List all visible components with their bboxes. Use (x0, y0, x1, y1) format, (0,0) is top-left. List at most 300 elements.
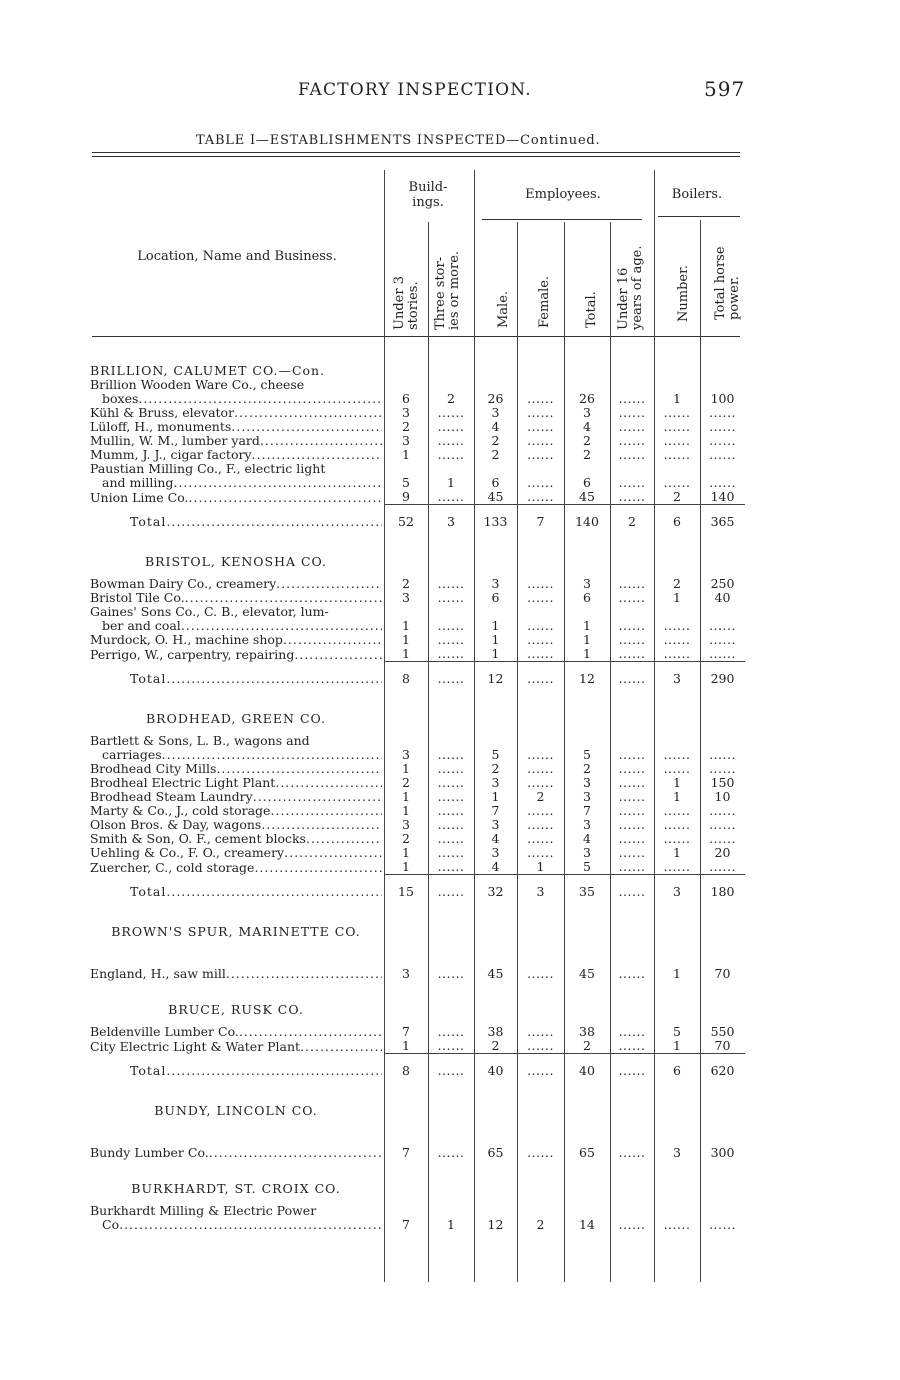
cell-three-more: ...... (437, 591, 465, 605)
cell-under16: ...... (618, 776, 646, 790)
total-horsepower: 365 (700, 505, 745, 534)
cell-male: 4 (491, 420, 500, 434)
table-row (90, 947, 745, 981)
table-row (90, 392, 745, 406)
cell-total: 5 (583, 748, 591, 762)
cell-three-more: ...... (437, 633, 465, 647)
cell-total: 26 (579, 392, 595, 406)
cell-under16: ...... (618, 591, 646, 605)
cell-boiler-number: 2 (673, 490, 681, 504)
cell-total: 1 (583, 619, 591, 633)
cell-male: 38 (487, 1025, 504, 1039)
cell-boiler-number: 1 (673, 392, 681, 406)
cell-total: 3 (583, 577, 591, 591)
table-row (90, 1204, 745, 1218)
establishment-name: England, H., saw mill ..... (90, 947, 384, 981)
total-label: Total ..... (90, 1054, 384, 1083)
cell-total: 1 (583, 647, 591, 661)
cell-total: 6 (583, 476, 591, 490)
total-horsepower: 290 (700, 662, 745, 691)
cell-boiler-number: 3 (673, 1145, 681, 1160)
header-number: Number. (676, 264, 691, 322)
cell-three-more: ...... (437, 804, 465, 818)
cell-horsepower: 550 (710, 1025, 735, 1039)
cell-under16: ...... (618, 846, 646, 860)
cell-boiler-number: ...... (663, 832, 691, 846)
cell-male: 1 (491, 633, 500, 647)
table-row (90, 860, 745, 875)
section-heading-row (90, 981, 745, 1025)
cell-under3: 3 (402, 434, 410, 448)
establishment-name: Zuercher, C., cold storage ..... (90, 860, 384, 875)
cell-female: ...... (527, 832, 554, 846)
cell-under3: 6 (402, 392, 410, 406)
header-boilers: Boilers. (671, 187, 723, 202)
cell-male: 45 (487, 490, 504, 504)
cell-horsepower: 70 (714, 966, 731, 981)
cell-male: 2 (491, 762, 500, 776)
cell-total: 14 (579, 1218, 595, 1232)
cell-under16: ...... (618, 832, 646, 846)
section-heading-row (90, 360, 745, 378)
cell-horsepower: ...... (709, 448, 736, 462)
total-total: 140 (564, 505, 610, 534)
cell-horsepower: ...... (709, 406, 736, 420)
table-row (90, 647, 745, 662)
table-title: TABLE I—ESTABLISHMENTS INSPECTED—Continued. (196, 133, 601, 148)
total-male: 40 (474, 1054, 517, 1083)
section-heading-row (90, 1082, 745, 1126)
cell-three-more: ...... (437, 790, 465, 804)
cell-boiler-number: ...... (663, 804, 691, 818)
header-total: Total. (584, 291, 599, 328)
cell-female: ...... (527, 476, 554, 490)
cell-under3: 2 (402, 832, 410, 846)
table-row (90, 818, 745, 832)
establishment-name: Bartlett & Sons, L. B., wagons and (90, 734, 310, 748)
cell-under16: ...... (618, 790, 646, 804)
cell-under3: 2 (402, 776, 410, 790)
cell-boiler-number: ...... (663, 619, 691, 633)
total-under16: 2 (610, 505, 654, 534)
cell-under16: ...... (618, 490, 646, 504)
cell-boiler-number: 1 (673, 591, 681, 605)
cell-three-more: 1 (447, 1218, 455, 1232)
cell-under3: 3 (402, 818, 410, 832)
establishment-name: Gaines' Sons Co., C. B., elevator, lum- (90, 605, 329, 619)
section-heading: BRUCE, RUSK CO. (168, 1002, 304, 1017)
total-label: Total ..... (90, 505, 384, 534)
total-under3: 15 (384, 875, 428, 904)
total-under16: ...... (610, 1054, 654, 1083)
cell-boiler-number: ...... (663, 406, 691, 420)
cell-male: 3 (491, 776, 500, 790)
cell-under3: 1 (402, 860, 410, 874)
header-buildings: Build- ings. (408, 180, 448, 210)
cell-under16: ...... (618, 860, 646, 874)
cell-female: 1 (536, 860, 545, 874)
cell-under16: ...... (618, 762, 646, 776)
cell-three-more: ...... (437, 490, 465, 504)
establishment-name: Mullin, W. M., lumber yard ..... (90, 434, 384, 448)
cell-under3: 9 (402, 490, 410, 504)
cell-under16: ...... (618, 434, 646, 448)
cell-under16: ...... (618, 1039, 646, 1053)
cell-under16: ...... (618, 476, 646, 490)
establishment-name: Brillion Wooden Ware Co., cheese (90, 378, 305, 392)
cell-under16: ...... (618, 448, 646, 462)
cell-horsepower: ...... (709, 619, 736, 633)
establishments-table (90, 360, 745, 1232)
section-heading: BRODHEAD, GREEN CO. (145, 711, 327, 726)
cell-three-more: ...... (437, 434, 465, 448)
cell-male: 2 (491, 448, 500, 462)
table-row (90, 591, 745, 605)
cell-male: 6 (491, 591, 500, 605)
total-total: 35 (564, 875, 610, 904)
cell-female: ...... (527, 392, 554, 406)
total-male: 32 (474, 875, 517, 904)
table-row (90, 434, 745, 448)
cell-total: 7 (583, 804, 591, 818)
establishment-name: Burkhardt Milling & Electric Power (90, 1204, 317, 1218)
cell-total: 45 (579, 966, 595, 981)
cell-female: ...... (527, 776, 554, 790)
cell-male: 1 (491, 619, 500, 633)
cell-boiler-number: 1 (673, 966, 681, 981)
cell-total: 4 (583, 420, 591, 434)
cell-horsepower: ...... (709, 832, 736, 846)
cell-horsepower: ...... (709, 818, 736, 832)
total-female: ...... (517, 1054, 564, 1083)
section-heading: BRILLION, CALUMET CO.—Con. (90, 363, 326, 378)
total-three-more: ...... (428, 662, 474, 691)
cell-three-more: ...... (437, 776, 465, 790)
cell-under3: 1 (402, 448, 410, 462)
header-under16: Under 16 years of age. (616, 245, 645, 330)
cell-horsepower: ...... (709, 476, 736, 490)
total-label: Total ..... (90, 662, 384, 691)
cell-horsepower: 150 (710, 776, 735, 790)
total-male: 133 (474, 505, 517, 534)
establishment-name: Bowman Dairy Co., creamery ..... (90, 577, 384, 591)
cell-male: 1 (491, 790, 500, 804)
establishment-name: Brodhead City Mills ..... (90, 762, 384, 776)
top-rule-1 (92, 152, 740, 153)
cell-three-more: ...... (437, 846, 465, 860)
cell-under16: ...... (618, 804, 646, 818)
cell-male: 3 (491, 818, 500, 832)
cell-under16: ...... (618, 647, 646, 661)
cell-female: ...... (527, 633, 554, 647)
table-row (90, 1126, 745, 1160)
cell-boiler-number: ...... (663, 633, 691, 647)
cell-under3: 2 (402, 420, 410, 434)
cell-horsepower: 70 (714, 1039, 731, 1053)
cell-under16: ...... (618, 420, 646, 434)
cell-three-more: ...... (437, 818, 465, 832)
cell-female: ...... (527, 1025, 554, 1039)
cell-male: 5 (491, 748, 500, 762)
establishment-name: City Electric Light & Water Plant ..... (90, 1039, 384, 1054)
cell-female: ...... (527, 647, 554, 661)
cell-boiler-number: ...... (663, 762, 691, 776)
group-rule-boilers (658, 216, 740, 217)
cell-total: 3 (583, 818, 591, 832)
cell-horsepower: 10 (714, 790, 731, 804)
cell-total: 3 (583, 790, 591, 804)
cell-horsepower: ...... (709, 420, 736, 434)
cell-horsepower: 100 (710, 392, 735, 406)
cell-three-more: ...... (437, 577, 465, 591)
table-row (90, 462, 745, 476)
table-row (90, 1218, 745, 1232)
cell-horsepower: 250 (710, 577, 735, 591)
cell-horsepower: ...... (709, 804, 736, 818)
cell-male: 45 (487, 966, 504, 981)
cell-three-more: ...... (437, 647, 465, 661)
cell-horsepower: ...... (709, 434, 736, 448)
establishment-name: Beldenville Lumber Co. ..... (90, 1025, 384, 1039)
cell-under3: 1 (402, 846, 410, 860)
cell-male: 3 (491, 577, 500, 591)
total-total: 12 (564, 662, 610, 691)
cell-boiler-number: 2 (673, 577, 681, 591)
cell-male: 26 (487, 392, 504, 406)
establishment-name: Brodhead Steam Laundry ..... (90, 790, 384, 804)
header-employees: Employees. (525, 187, 601, 202)
cell-under16: ...... (618, 633, 646, 647)
cell-male: 7 (491, 804, 500, 818)
table-row (90, 490, 745, 505)
total-female: 7 (517, 505, 564, 534)
section-heading: BROWN'S SPUR, MARINETTE CO. (111, 924, 361, 939)
total-three-more: ...... (428, 875, 474, 904)
total-under3: 52 (384, 505, 428, 534)
cell-three-more: ...... (437, 448, 465, 462)
total-under3: 8 (384, 662, 428, 691)
table-row (90, 619, 745, 633)
header-under3: Under 3 stories. (392, 276, 421, 330)
cell-female: ...... (527, 846, 554, 860)
cell-three-more: ...... (437, 619, 465, 633)
establishment-name: Bristol Tile Co. ..... (90, 591, 384, 605)
cell-three-more: ...... (437, 860, 465, 874)
establishment-name: Mumm, J. J., cigar factory ..... (90, 448, 384, 462)
table-row (90, 790, 745, 804)
cell-total: 2 (583, 762, 591, 776)
cell-boiler-number: ...... (663, 476, 691, 490)
total-three-more: 3 (428, 505, 474, 534)
table-row (90, 846, 745, 860)
header-title: FACTORY INSPECTION. (298, 80, 532, 100)
table-row (90, 804, 745, 818)
cell-total: 45 (579, 490, 595, 504)
cell-under16: ...... (618, 1218, 646, 1232)
cell-under3: 5 (402, 476, 410, 490)
cell-female: ...... (527, 804, 554, 818)
establishment-name: Bundy Lumber Co. ..... (90, 1126, 384, 1160)
establishment-name: Co ..... (90, 1218, 384, 1232)
cell-under3: 1 (402, 619, 410, 633)
cell-under3: 3 (402, 406, 410, 420)
cell-female: 2 (536, 1218, 545, 1232)
table-row (90, 748, 745, 762)
total-three-more: ...... (428, 1054, 474, 1083)
section-heading-row (90, 1160, 745, 1204)
cell-horsepower: ...... (709, 647, 736, 661)
cell-total: 2 (583, 434, 591, 448)
cell-under16: ...... (618, 1145, 646, 1160)
cell-boiler-number: ...... (663, 818, 691, 832)
cell-horsepower: 140 (710, 490, 735, 504)
cell-under16: ...... (618, 748, 646, 762)
cell-boiler-number: ...... (663, 1218, 691, 1232)
table-row (90, 1025, 745, 1039)
table-row (90, 762, 745, 776)
establishment-name: Kühl & Bruss, elevator ..... (90, 406, 384, 420)
total-under16: ...... (610, 662, 654, 691)
cell-male: 6 (491, 476, 500, 490)
total-boiler-number: 3 (654, 875, 700, 904)
cell-under3: 1 (402, 762, 410, 776)
cell-boiler-number: ...... (663, 434, 691, 448)
cell-female: ...... (527, 591, 554, 605)
establishment-name: ber and coal ..... (90, 619, 384, 633)
cell-under16: ...... (618, 577, 646, 591)
cell-under3: 1 (402, 804, 410, 818)
cell-total: 2 (583, 448, 591, 462)
cell-total: 5 (583, 860, 591, 874)
table-row (90, 448, 745, 462)
total-total: 40 (564, 1054, 610, 1083)
cell-horsepower: 300 (710, 1145, 735, 1160)
total-under3: 8 (384, 1054, 428, 1083)
cell-total: 1 (583, 633, 591, 647)
table-row (90, 406, 745, 420)
cell-three-more: 2 (447, 392, 455, 406)
cell-female: ...... (527, 748, 554, 762)
running-header (0, 77, 900, 104)
establishment-name: and milling ..... (90, 476, 384, 490)
cell-three-more: ...... (437, 832, 465, 846)
table-row (90, 577, 745, 591)
cell-under3: 3 (402, 591, 410, 605)
table-row (90, 1039, 745, 1054)
cell-female: ...... (527, 619, 554, 633)
cell-under16: ...... (618, 392, 646, 406)
cell-boiler-number: ...... (663, 860, 691, 874)
total-horsepower: 180 (700, 875, 745, 904)
cell-female: ...... (527, 577, 554, 591)
total-horsepower: 620 (700, 1054, 745, 1083)
cell-under16: ...... (618, 818, 646, 832)
cell-female: ...... (527, 818, 554, 832)
cell-boiler-number: 5 (673, 1025, 681, 1039)
total-row (90, 1054, 745, 1083)
top-rule-2 (92, 156, 740, 157)
cell-horsepower: ...... (709, 633, 736, 647)
section-heading-row (90, 533, 745, 577)
header-location: Location, Name and Business. (137, 249, 337, 264)
header-male: Male. (496, 290, 511, 328)
cell-three-more: ...... (437, 762, 465, 776)
cell-boiler-number: ...... (663, 647, 691, 661)
cell-under16: ...... (618, 1025, 646, 1039)
cell-total: 3 (583, 846, 591, 860)
cell-boiler-number: 1 (673, 776, 681, 790)
cell-three-more: ...... (437, 1145, 465, 1160)
total-under16: ...... (610, 875, 654, 904)
cell-three-more: ...... (437, 966, 465, 981)
total-boiler-number: 3 (654, 662, 700, 691)
cell-under16: ...... (618, 966, 646, 981)
group-rule-employees (482, 219, 642, 220)
cell-horsepower: ...... (709, 860, 736, 874)
total-male: 12 (474, 662, 517, 691)
cell-under3: 1 (402, 633, 410, 647)
total-label: Total ..... (90, 875, 384, 904)
cell-female: ...... (527, 762, 554, 776)
cell-under3: 7 (402, 1025, 410, 1039)
total-row (90, 875, 745, 904)
cell-under3: 1 (402, 647, 410, 661)
section-heading-row (90, 690, 745, 734)
cell-male: 65 (487, 1145, 504, 1160)
table-row (90, 633, 745, 647)
cell-male: 3 (491, 846, 500, 860)
cell-horsepower: 40 (714, 591, 731, 605)
cell-total: 3 (583, 406, 591, 420)
cell-three-more: ...... (437, 1025, 465, 1039)
header-horsepower: Total horse power. (713, 246, 742, 320)
cell-under16: ...... (618, 406, 646, 420)
cell-boiler-number: ...... (663, 420, 691, 434)
total-boiler-number: 6 (654, 1054, 700, 1083)
cell-under3: 7 (402, 1145, 410, 1160)
establishment-name: Marty & Co., J., cold storage ..... (90, 804, 384, 818)
cell-female: ...... (527, 406, 554, 420)
cell-female: ...... (527, 1039, 554, 1053)
cell-total: 4 (583, 832, 591, 846)
cell-total: 3 (583, 776, 591, 790)
establishment-name: Brodheal Electric Light Plant ..... (90, 776, 384, 790)
cell-male: 4 (491, 860, 500, 874)
section-heading-row (90, 903, 745, 947)
cell-boiler-number: 1 (673, 1039, 681, 1053)
cell-male: 4 (491, 832, 500, 846)
cell-female: ...... (527, 1145, 554, 1160)
header-bottom-rule (92, 336, 740, 337)
establishment-name: Union Lime Co. ..... (90, 490, 384, 505)
section-heading: BURKHARDT, ST. CROIX CO. (131, 1181, 341, 1196)
cell-horsepower: ...... (709, 762, 736, 776)
cell-boiler-number: ...... (663, 448, 691, 462)
cell-female: ...... (527, 490, 554, 504)
cell-total: 2 (583, 1039, 591, 1053)
establishment-name: carriages ..... (90, 748, 384, 762)
cell-under16: ...... (618, 619, 646, 633)
header-three-more: Three stor- ies or more. (433, 250, 462, 330)
cell-horsepower: ...... (709, 748, 736, 762)
cell-female: ...... (527, 448, 554, 462)
cell-three-more: 1 (447, 476, 455, 490)
cell-horsepower: ...... (709, 1218, 736, 1232)
cell-under3: 1 (402, 790, 410, 804)
total-female: 3 (517, 875, 564, 904)
establishment-name: Smith & Son, O. F., cement blocks ..... (90, 832, 384, 846)
header-female: Female. (537, 275, 552, 328)
